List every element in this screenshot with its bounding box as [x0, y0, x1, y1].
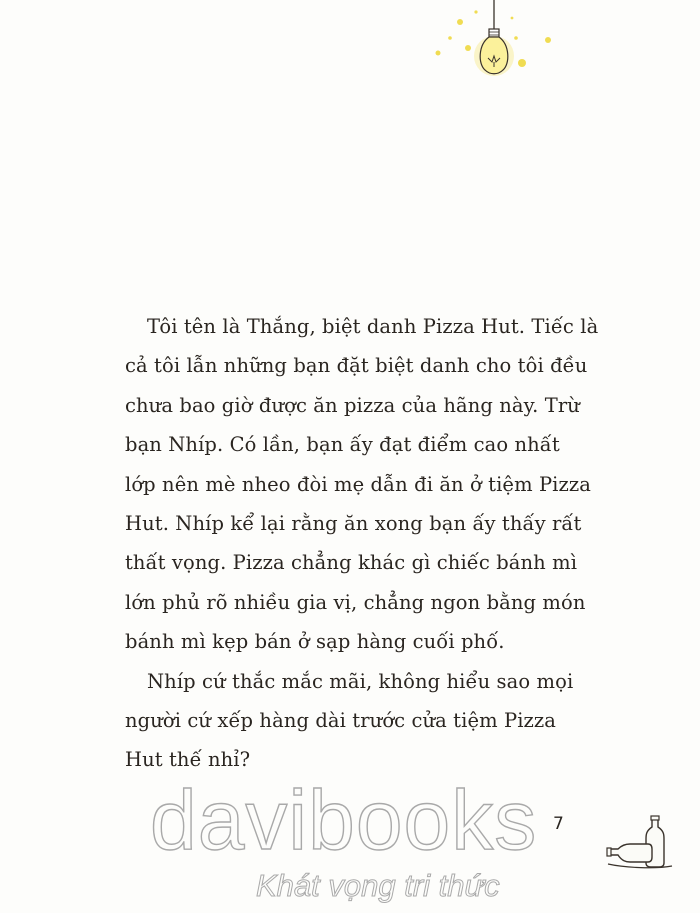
text-line: Hut thế nhỉ?: [125, 748, 251, 772]
text-line: người cứ xếp hàng dài trước cửa tiệm Pizza: [125, 709, 557, 733]
text-line: lớp nên mè nheo đòi mẹ dẫn đi ăn ở tiệm Pizza: [125, 472, 591, 496]
watermark: [150, 773, 550, 908]
page-number: 7: [553, 814, 564, 834]
text-line: lớn phủ rõ nhiều gia vị, chẳng ngon bằng món: [125, 590, 586, 614]
paragraph-2: [125, 662, 585, 780]
text-line: cả tôi lẫn những bạn đặt biệt danh cho tôi đều: [125, 354, 588, 378]
text-line: thất vọng. Pizza chẳng khác gì chiếc bánh mì: [125, 551, 578, 575]
paragraph-1: [125, 307, 599, 662]
text-line: Tôi tên là Thắng, biệt danh Pizza Hut. Tiếc là: [147, 315, 599, 338]
story-text: [125, 307, 599, 780]
watermark-brand: davibooks: [150, 773, 538, 867]
text-line: Hut. Nhíp kể lại rằng ăn xong bạn ấy thấy rất: [125, 512, 582, 536]
text-line: chưa bao giờ được ăn pizza của hãng này. Trừ: [125, 393, 580, 417]
watermark-tagline: Khát vọng tri thức: [256, 868, 500, 903]
text-line: bánh mì kẹp bán ở sạp hàng cuối phố.: [125, 630, 505, 654]
light-bulb-icon: [430, 0, 570, 90]
text-line: Nhíp cứ thắc mắc mãi, không hiểu sao mọi: [147, 669, 574, 693]
text-line: bạn Nhíp. Có lần, bạn ấy đạt điểm cao nhất: [125, 433, 560, 457]
bottles-icon: [606, 815, 676, 870]
